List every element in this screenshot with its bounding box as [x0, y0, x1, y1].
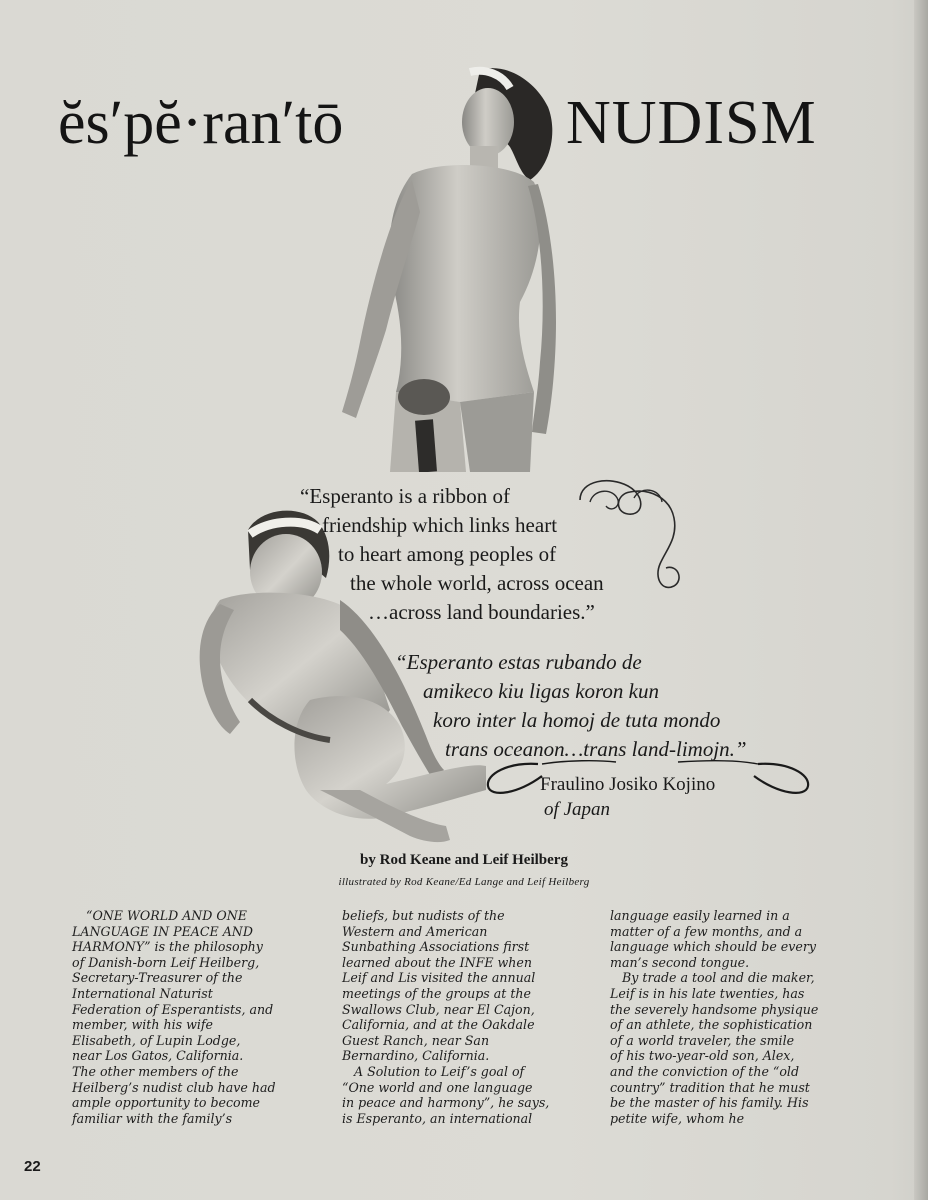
text-line: Elisabeth, of Lupin Lodge, [72, 1032, 241, 1048]
text-line: Federation of Esperantists, and [72, 1001, 274, 1017]
text-line: of an athlete, the sophistication [610, 1017, 813, 1033]
english-quote [280, 482, 640, 627]
attribution-name: Fraulino Josiko Kojino [540, 774, 716, 795]
text-line: meetings of the groups at the [342, 985, 531, 1001]
quote-line: koro inter la homoj de tuta mondo [433, 708, 721, 732]
quote-line: “Esperanto estas rubando de [395, 650, 642, 674]
text-line: near Los Gatos, California. [72, 1048, 244, 1064]
text-line: Secretary-Treasurer of the [72, 970, 243, 986]
text-line: ample opportunity to become [72, 1095, 260, 1111]
quote-line: amikeco kiu ligas koron kun [423, 679, 659, 703]
text-line: Heilberg’s nudist club have had [72, 1079, 276, 1095]
attribution-country: of Japan [544, 799, 610, 820]
text-line: familiar with the family’s [72, 1110, 233, 1126]
article-column-2 [342, 908, 590, 1126]
text-line: beliefs, but nudists of the [342, 908, 505, 923]
text-line: be the master of his family. His [610, 1095, 809, 1111]
text-line: country” tradition that he must [610, 1079, 810, 1095]
text-line: language easily learned in a [610, 908, 790, 923]
text-line: Guest Ranch, near San [342, 1032, 490, 1048]
text-line: of Danish-born Leif Heilberg, [72, 954, 260, 970]
text-line: language which should be every [610, 939, 816, 955]
text-line: and the conviction of the “old [610, 1063, 800, 1079]
quote-line: friendship which links heart [322, 513, 558, 537]
page-number: 22 [24, 1158, 41, 1175]
article-column-1 [72, 908, 320, 1126]
text-line: matter of a few months, and a [610, 923, 803, 939]
article-column-3 [610, 908, 858, 1126]
quote-line: trans oceanon…trans land-limojn.” [445, 737, 747, 761]
esperanto-quote [385, 648, 805, 764]
text-line: By trade a tool and die maker, [610, 970, 815, 986]
text-line: The other members of the [72, 1063, 239, 1079]
quote-line: “Esperanto is a ribbon of [300, 484, 510, 508]
text-line: California, and at the Oakdale [342, 1017, 535, 1033]
text-line: man’s second tongue. [610, 954, 750, 970]
text-line: International Naturist [72, 985, 213, 1001]
text-line: of his two-year-old son, Alex, [610, 1048, 795, 1064]
text-line: of a world traveler, the smile [610, 1032, 795, 1048]
text-line: LANGUAGE IN PEACE AND [72, 923, 253, 939]
quote-attribution [540, 772, 780, 822]
text-line: Leif is in his late twenties, has [610, 985, 805, 1001]
standing-woman-photo [320, 62, 560, 472]
text-line: learned about the INFE when [342, 954, 532, 970]
text-line: A Solution to Leif’s goal of [342, 1063, 525, 1079]
byline: by Rod Keane and Leif Heilberg [360, 852, 568, 868]
text-line: Leif and Lis visited the annual [342, 970, 536, 986]
title-nudism: NUDISM [566, 89, 817, 157]
page-spine-shadow [914, 0, 928, 1200]
text-line: “One world and one language [342, 1079, 533, 1095]
text-line: Bernardino, California. [342, 1048, 490, 1064]
text-line: is Esperanto, an international [342, 1110, 533, 1126]
text-line: HARMONY” is the philosophy [72, 939, 263, 955]
quote-line: the whole world, across ocean [350, 571, 604, 595]
title-esperanto-pronunciation: ĕs′pĕ·ran′tō [58, 89, 344, 157]
text-line: Western and American [342, 923, 488, 939]
quote-line: to heart among peoples of [338, 542, 557, 566]
text-line: Sunbathing Associations first [342, 939, 530, 955]
text-line: the severely handsome physique [610, 1001, 819, 1017]
text-line: member, with his wife [72, 1017, 214, 1033]
text-line: in peace and harmony”, he says, [342, 1095, 550, 1111]
quote-line: …across land boundaries.” [368, 600, 595, 624]
text-line: “ONE WORLD AND ONE [86, 908, 247, 923]
illustration-credit: illustrated by Rod Keane/Ed Lange and Leif Heilberg [338, 876, 590, 888]
text-line: Swallows Club, near El Cajon, [342, 1001, 535, 1017]
text-line: petite wife, whom he [610, 1110, 745, 1126]
